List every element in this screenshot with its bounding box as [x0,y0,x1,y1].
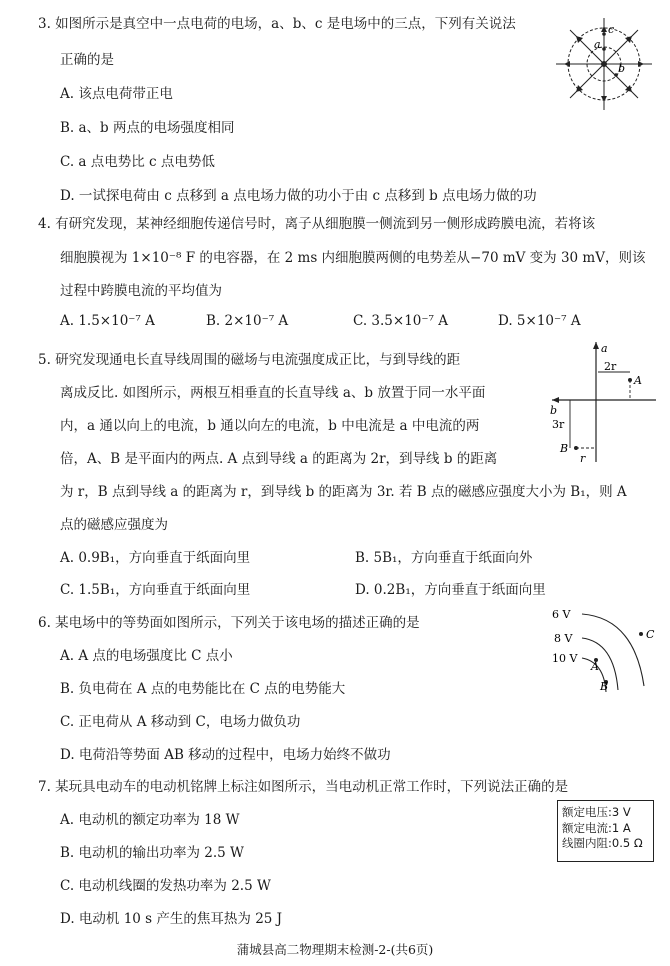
q7-option-a: A. 电动机的额定功率为 18 W [60,812,240,828]
q6-option-c: C. 正电荷从 A 移动到 C，电场力做负功 [60,714,301,730]
q7-option-b: B. 电动机的输出功率为 2.5 W [60,845,244,861]
q3-option-a: A. 该点电荷带正电 [60,86,173,102]
q4-stem-line2: 细胞膜视为 1×10⁻⁸ F 的电容器，在 2 ms 内细胞膜两侧的电势差从−70 mV 变为 30 mV，则该 [60,250,646,266]
q3-label-a: a [594,38,601,51]
q5-option-c: C. 1.5B₁，方向垂直于纸面向里 [60,582,251,598]
q6-label-10v: 10 V [552,652,578,665]
q5-stem-line6: 点的磁感应强度为 [60,517,168,533]
q3-option-b: B. a、b 两点的电场强度相同 [60,120,235,136]
q6-equipotential-figure [548,602,660,694]
page-footer: 蒲城县高二物理期末检测-2-(共6页) [236,942,434,957]
q3-option-d: D. 一试探电荷由 c 点移到 a 点电场力做的功小于由 c 点移到 b 点电场力做的功 [60,188,537,204]
q5-label-wire-a: a [601,342,608,355]
q7-plate-voltage: 额定电压:3 V [562,805,631,819]
q5-stem-line5: 为 r，B 点到导线 a 的距离为 r，到导线 b 的距离为 3r. 若 B 点的磁感应强度大小为 B₁，则 A [60,484,627,500]
q7-plate-current: 额定电流:1 A [562,820,631,835]
q5-label-wire-b: b [550,404,558,417]
q3-option-c: C. a 点电势比 c 点电势低 [60,154,215,170]
q6-label-point-c: C [646,628,655,641]
q4-stem-line3: 过程中跨膜电流的平均值为 [60,283,222,299]
q6-stem: 6. 某电场中的等势面如图所示，下列关于该电场的描述正确的是 [38,615,420,631]
q3-point-charge-figure [548,12,660,114]
q7-stem: 7. 某玩具电动车的电动机铭牌上标注如图所示，当电动机正常工作时，下列说法正确的是 [38,779,569,795]
q6-label-point-b: B [600,680,609,693]
q5-wires-figure [546,338,658,466]
q5-label-point-a: A [634,374,642,387]
q5-stem-line2: 离成反比. 如图所示，两根互相垂直的长直导线 a、b 放置于同一水平面 [60,385,486,401]
q5-option-b: B. 5B₁，方向垂直于纸面向外 [355,550,533,566]
q5-label-point-b: B [560,442,569,455]
q6-label-8v: 8 V [554,632,573,645]
q6-option-b: B. 负电荷在 A 点的电势能比在 C 点的电势能大 [60,681,346,697]
q3-label-c: c [608,23,615,36]
q3-label-b: b [618,62,626,75]
q5-option-a: A. 0.9B₁，方向垂直于纸面向里 [60,550,251,566]
q7-plate-resistance: 线圈内阻:0.5 Ω [562,836,643,850]
q5-stem-line1: 5. 研究发现通电长直导线周围的磁场与电流强度成正比，与到导线的距 [38,352,461,368]
q5-option-d: D. 0.2B₁，方向垂直于纸面向里 [355,582,546,598]
q5-label-3r: 3r [552,418,565,431]
q7-option-c: C. 电动机线圈的发热功率为 2.5 W [60,878,271,894]
q5-label-2r: 2r [604,360,617,373]
q6-option-d: D. 电荷沿等势面 AB 移动的过程中，电场力始终不做功 [60,747,391,763]
q4-option-d: D. 5×10⁻⁷ A [498,313,581,329]
q7-option-d: D. 电动机 10 s 产生的焦耳热为 25 J [60,911,283,927]
q4-option-b: B. 2×10⁻⁷ A [206,313,289,329]
q4-option-c: C. 3.5×10⁻⁷ A [353,313,448,329]
q4-option-a: A. 1.5×10⁻⁷ A [60,313,155,329]
q6-label-6v: 6 V [552,608,571,621]
q7-nameplate [557,800,654,862]
q4-stem-line1: 4. 有研究发现，某神经细胞传递信号时，离子从细胞膜一侧流到另一侧形成跨膜电流，若将该 [38,216,596,232]
q3-stem-line2: 正确的是 [60,52,114,68]
q5-stem-line3: 内，a 通以向上的电流，b 通以向左的电流，b 中电流是 a 中电流的两 [60,418,480,434]
q5-label-r: r [580,452,586,465]
q6-option-a: A. A 点的电场强度比 C 点小 [60,648,233,664]
q5-stem-line4: 倍，A、B 是平面内的两点. A 点到导线 a 的距离为 2r，到导线 b 的距离 [60,451,498,467]
q6-label-point-a: A [591,660,599,673]
q3-stem-line1: 3. 如图所示是真空中一点电荷的电场，a、b、c 是电场中的三点，下列有关说法 [38,16,516,32]
